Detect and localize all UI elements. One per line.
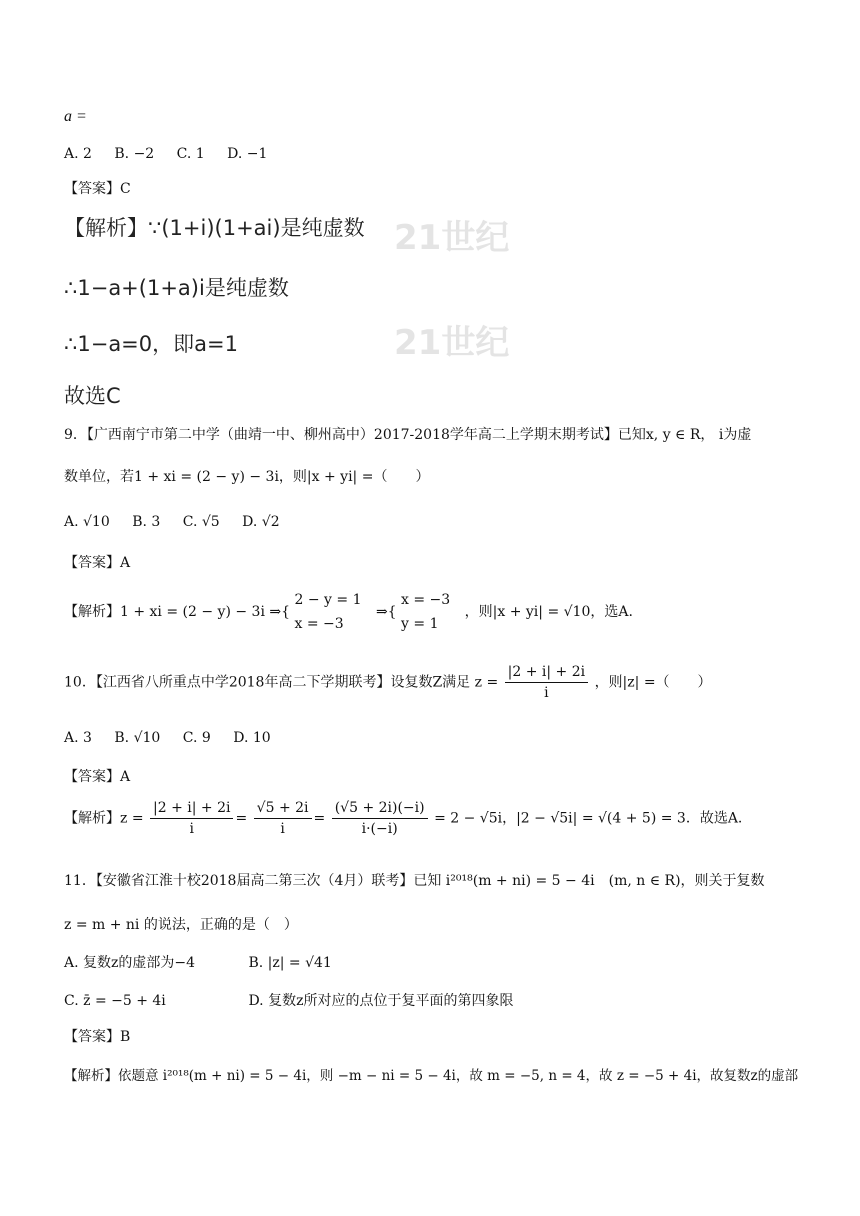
q8-solution-image bbox=[64, 190, 524, 408]
q10-solution-fraction-1-den: i bbox=[189, 821, 194, 837]
q9-system-2 bbox=[401, 588, 450, 636]
q9-system-2-eq-1: x = −3 bbox=[401, 592, 451, 608]
q10-solution-fraction-2-den: i bbox=[280, 821, 285, 837]
q11-solution: 【解析】依题意 i²⁰¹⁸(m + ni) = 5 − 4i，则 −m − ni = 5 − 4i，故 m = −5, n = 4，故 z = −5 + 4i，故复数z的虚部 bbox=[64, 1068, 799, 1084]
q8-option-b: B. −2 bbox=[114, 146, 155, 162]
q11-answer: 【答案】B bbox=[64, 1029, 131, 1045]
q9-system-1-eq-1: 2 − y = 1 bbox=[294, 592, 362, 608]
q10-option-d: D. 10 bbox=[233, 730, 271, 746]
q10-stem-suffix: ，则|z| =（ ） bbox=[594, 674, 712, 691]
q9-option-d: D. √2 bbox=[242, 514, 280, 530]
q8-option-c: C. 1 bbox=[176, 146, 205, 162]
q9-solution bbox=[64, 588, 633, 636]
q8-stem-tail: a = bbox=[64, 108, 87, 125]
q8-solution-line-1: 【解析】∵(1+i)(1+ai)是纯虚数 bbox=[64, 216, 365, 240]
q10-solution: 【解析】z = $\frac{|2 + i| + 2i}{i}$ = $\frac{√5 + 2i}{i}$ = $\frac{(√5 + 2i)(-i)}{i\cdot(-i)}$ = 2 − √5i，|2 − √5i| = √(4 + 5) = 3．故选A. bbox=[64, 800, 743, 837]
q8-solution-line-3: ∴1−a=0，即a=1 bbox=[64, 332, 238, 356]
q9-arrow: ⇒{ bbox=[375, 604, 397, 620]
q10-solution-fraction-3-den: i·(−i) bbox=[361, 821, 398, 837]
q10-answer: 【答案】A bbox=[64, 769, 131, 785]
q10-option-c: C. 9 bbox=[182, 730, 211, 746]
q9-options bbox=[64, 514, 298, 530]
q9-stem-line-2: 数单位，若1 + xi = (2 − y) − 3i，则|x + yi| =（ ） bbox=[64, 469, 430, 485]
q11-option-d: D. 复数z所对应的点位于复平面的第四象限 bbox=[248, 993, 514, 1009]
q8-option-a: A. 2 bbox=[64, 146, 92, 162]
q10-solution-fraction-2-num: √5 + 2i bbox=[254, 798, 312, 819]
q9-system-2-eq-2: y = 1 bbox=[401, 616, 439, 632]
q9-answer: 【答案】A bbox=[64, 555, 131, 571]
q9-option-a: A. √10 bbox=[64, 514, 110, 530]
q11-stem-line-2: z = m + ni 的说法，正确的是（ ） bbox=[64, 917, 298, 933]
q10-solution-prefix: 【解析】z = bbox=[64, 810, 144, 827]
q10-solution-fraction-1-num: |2 + i| + 2i bbox=[150, 798, 233, 819]
q10-option-a: A. 3 bbox=[64, 730, 92, 746]
q10-option-b: B. √10 bbox=[114, 730, 161, 746]
q10-stem-fraction-den: i bbox=[544, 685, 549, 701]
q10-stem bbox=[64, 662, 712, 703]
q8-options bbox=[64, 146, 285, 162]
q10-solution-suffix: = 2 − √5i，|2 − √5i| = √(4 + 5) = 3．故选A. bbox=[434, 810, 743, 827]
q10-stem-fraction-num: |2 + i| + 2i bbox=[505, 662, 588, 683]
watermark-logo: 21世纪 bbox=[394, 218, 510, 258]
q9-option-b: B. 3 bbox=[132, 514, 161, 530]
q11-option-b: B. |z| = √41 bbox=[248, 955, 332, 971]
q10-options bbox=[64, 730, 289, 746]
q10-stem-prefix: 10．【江西省八所重点中学2018年高二下学期联考】设复数Z满足 z = bbox=[64, 674, 499, 691]
q10-solution-fraction-1 bbox=[150, 798, 233, 839]
watermark-logo: 21世纪 bbox=[394, 323, 510, 363]
q9-solution-prefix: 【解析】1 + xi = (2 − y) − 3i ⇒{ bbox=[64, 604, 291, 620]
q8-solution-line-2: ∴1−a+(1+a)i是纯虚数 bbox=[64, 276, 289, 300]
q8-solution-line-4: 故选C bbox=[64, 384, 121, 408]
q9-system-1 bbox=[294, 588, 361, 636]
q9-option-c: C. √5 bbox=[182, 514, 220, 530]
q9-stem-line-1: 9．【广西南宁市第二中学（曲靖一中、柳州高中）2017-2018学年高二上学期末期考试】已知x, y ∈ R， i为虚 bbox=[64, 427, 752, 443]
q8-answer: 【答案】C bbox=[64, 181, 131, 197]
q10-solution-fraction-3 bbox=[332, 798, 428, 839]
q10-solution-fraction-3-num: (√5 + 2i)(−i) bbox=[332, 798, 428, 819]
q9-system-1-eq-2: x = −3 bbox=[294, 616, 344, 632]
q11-options-row-2 bbox=[64, 990, 513, 1010]
q9-solution-suffix: ，则|x + yi| = √10，选A. bbox=[464, 604, 633, 620]
q11-option-a: A. 复数z的虚部为−4 bbox=[64, 955, 196, 971]
q11-stem-line-1: 11．【安徽省江淮十校2018届高二第三次（4月）联考】已知 i²⁰¹⁸(m + ni) = 5 − 4i (m, n ∈ R)，则关于复数 bbox=[64, 873, 765, 889]
q10-solution-fraction-2 bbox=[254, 798, 312, 839]
q11-options-row-1 bbox=[64, 952, 332, 972]
q10-stem-fraction bbox=[505, 662, 588, 703]
q11-option-c: C. z̄ = −5 + 4i bbox=[64, 993, 166, 1009]
q8-option-d: D. −1 bbox=[227, 146, 268, 162]
